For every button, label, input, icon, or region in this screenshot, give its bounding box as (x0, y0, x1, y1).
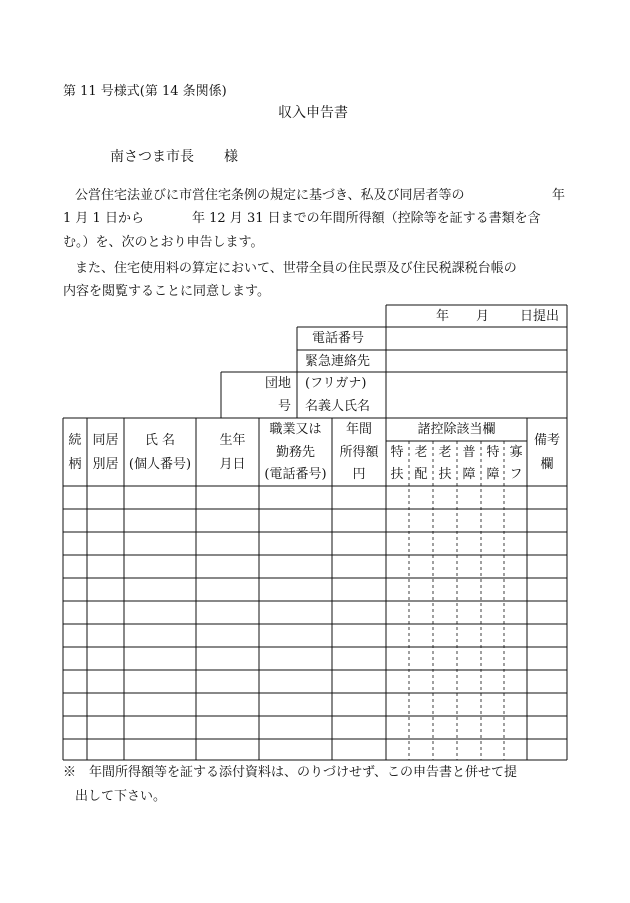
emergency-label: 緊急連絡先 (305, 354, 371, 369)
col-job-3: (電話番号) (264, 467, 327, 482)
note-line1: ※ 年間所得額等を証する添付資料は、のりづけせず、この申告書と併せて提 (63, 765, 517, 780)
deduction-6-top: 寡 (509, 445, 523, 460)
col-birth-2: 月日 (219, 457, 246, 472)
para1-line3: む。）を、次のとおり申告します。 (63, 235, 264, 250)
para2-line2: 内容を閲覧することに同意します。 (63, 284, 270, 299)
furigana-label: (フリガナ) (305, 376, 367, 391)
document-title: 収入申告書 (278, 105, 348, 121)
para1-line1: 公営住宅法並びに市営住宅条例の規定に基づき、私及び同居者等の (75, 188, 465, 203)
deduction-1-top: 特 (390, 445, 404, 460)
col-name-2: (個人番号) (128, 457, 192, 472)
col-cohabit-1: 同居 (92, 433, 119, 448)
para1-line2a: 1 月 1 日から (63, 211, 144, 226)
deduction-3-bottom: 扶 (438, 467, 452, 482)
deduction-5-top: 特 (486, 445, 500, 460)
col-income-3: 円 (352, 467, 366, 482)
col-remarks-1: 備考 (533, 433, 560, 448)
para2-line1: また、住宅使用料の算定において、世帯全員の住民票及び住民税課税台帳の (75, 261, 517, 276)
col-relation-2: 柄 (68, 457, 82, 472)
col-birth-1: 生年 (219, 433, 246, 448)
holder-name-label: 名義人氏名 (305, 399, 371, 414)
col-name-1: 氏 名 (144, 433, 176, 448)
col-income-1: 年間 (345, 422, 372, 437)
col-job-2: 勤務先 (275, 445, 315, 460)
gou-label: 号 (278, 399, 292, 414)
para1-line2b: 年 12 月 31 日までの年間所得額（控除等を証する書類を含 (192, 211, 541, 226)
addressee-honorific: 様 (224, 149, 238, 165)
deduction-2-bottom: 配 (414, 467, 428, 482)
para1-year: 年 (552, 188, 566, 203)
deduction-4-bottom: 障 (462, 467, 476, 482)
col-remarks-2: 欄 (540, 457, 554, 472)
form-number: 第 11 号様式(第 14 条関係) (63, 84, 227, 99)
col-cohabit-2: 別居 (92, 457, 119, 472)
danchi-label: 団地 (265, 376, 292, 391)
note-line2: 出して下さい。 (75, 789, 167, 804)
submit-day-label: 日提出 (520, 309, 560, 324)
submit-month-label: 月 (476, 309, 490, 324)
addressee-name: 南さつま市長 (110, 149, 194, 165)
submit-year-label: 年 (436, 309, 450, 324)
deduction-4-top: 普 (462, 445, 476, 460)
phone-label: 電話番号 (312, 331, 365, 346)
deduction-2-top: 老 (414, 445, 428, 460)
deduction-6-bottom: フ (509, 467, 523, 482)
deduction-5-bottom: 障 (486, 467, 500, 482)
deduction-3-top: 老 (438, 445, 452, 460)
col-deductions-title: 諸控除該当欄 (417, 422, 496, 437)
col-relation-1: 続 (68, 433, 82, 448)
deduction-1-bottom: 扶 (390, 467, 404, 482)
col-job-1: 職業又は (269, 422, 322, 437)
col-income-2: 所得額 (339, 445, 379, 460)
